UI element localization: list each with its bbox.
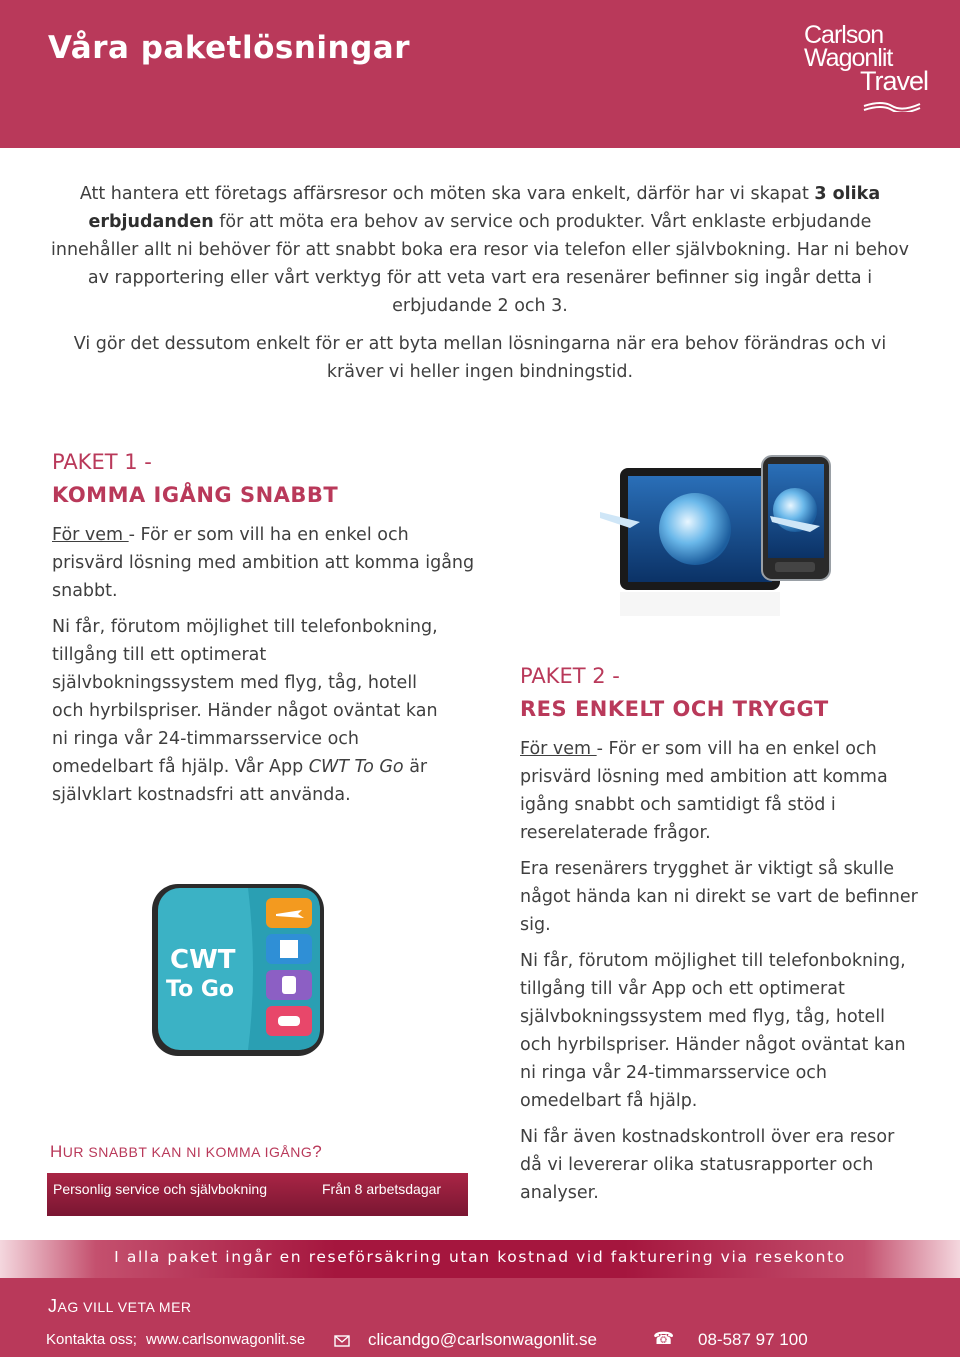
paket2-safety-text: Era resenärers trygghet är viktigt så skulle något hända kan ni direkt se vart de befinner sig. [520, 859, 918, 935]
paket1-description [52, 613, 452, 809]
insurance-text: I alla paket ingår en reseförsäkring utan kostnad vid fakturering via resekonto [114, 1248, 846, 1266]
cwt-logo [804, 21, 934, 96]
car-icon [278, 1016, 300, 1026]
how-fast-bar [47, 1173, 468, 1216]
paket1-desc-a: Ni får, förutom möjlighet till telefonbokning, tillgång till ett optimerat självbokningssystem med flyg, tåg, hotell och hyrbilspriser. Händer något oväntat kan ni ringa vår 24-timmarsservice och omedelbart få hjälp. Vår App [52, 617, 438, 777]
email-link[interactable]: clicandgo@carlsonwagonlit.se [368, 1330, 597, 1349]
phone-number[interactable]: 08-587 97 100 [698, 1330, 808, 1349]
logo-line-wagonlit: Wagonlit [804, 44, 893, 72]
how-fast-service: Personlig service och självbokning [53, 1181, 267, 1197]
intro-bold-offers: 3 olika erbjudanden [88, 184, 881, 232]
contact-label: Kontakta oss; [46, 1331, 137, 1348]
header-banner [0, 0, 960, 148]
footer [0, 1278, 960, 1357]
intro-text [48, 180, 912, 396]
footer-title [48, 1296, 192, 1317]
how-fast-cap: H [50, 1142, 63, 1161]
paket2-cost-control: Ni får även kostnadskontroll över era resor då vi levererar olika statusrapporter och analyser. [520, 1127, 895, 1203]
train-icon [282, 976, 296, 994]
paket1-desc-b: är självklart kostnadsfri att använda. [52, 757, 428, 805]
envelope-icon [334, 1335, 350, 1347]
page-title: Våra paketlösningar [48, 30, 410, 66]
how-fast-time: Från 8 arbetsdagar [322, 1181, 442, 1197]
devices-globe-illustration [600, 452, 850, 622]
logo-swoosh-icon [862, 98, 922, 112]
paket1-for-text: - För er som vill ha en enkel och prisvärd lösning med ambition att komma igång snabbt. [52, 525, 475, 601]
paket1-heading [52, 446, 338, 512]
intro-paragraph-2: Vi gör det dessutom enkelt för er att byta mellan lösningarna när era behov förändras och vi kräver vi heller ingen bindningstid. [73, 334, 887, 382]
insurance-band [0, 1240, 960, 1278]
logo-line-carlson: Carlson [804, 21, 884, 49]
paket1-for-who [52, 521, 482, 605]
paket1-app-name: CWT To Go [308, 757, 404, 777]
paket2-for-who [520, 735, 920, 847]
intro-text-b: för att möta era behov av service och produkter. Vårt enklaste erbjudande innehåller allt ni behöver för att snabbt boka era resor via telefon eller självbokning. Har ni behov av rapportering eller vårt verktyg för att veta vart era resenärer befinner sig ingår detta i erbjudande 2 och 3. [51, 212, 909, 316]
paket1-name: KOMMA IGÅNG SNABBT [52, 483, 339, 507]
footer-title-cap: J [48, 1296, 58, 1316]
paket2-heading [520, 660, 829, 726]
paket2-for-label: För vem [520, 739, 597, 759]
paket1-for-label: För vem [52, 525, 129, 545]
paket2-body [520, 735, 920, 1215]
paket2-description: Ni får, förutom möjlighet till telefonbokning, tillgång till vår App och ett optimerat självbokningssystem med flyg, tåg, hotell och hyrbilspriser. Händer något oväntat kan ni ringa vår 24-timmarsservice och omedelbart få hjälp. [520, 951, 906, 1111]
paket2-label: PAKET 2 - [520, 664, 620, 688]
intro-paragraph-1 [48, 180, 912, 320]
paket1-body [52, 521, 482, 817]
intro-text-a: Att hantera ett företags affärsresor och möten ska vara enkelt, därför har vi skapat [79, 184, 815, 204]
app-icon-line2: To Go [166, 977, 235, 1002]
app-icon-line1: CWT [170, 945, 236, 975]
paket2-for-text: - För er som vill ha en enkel och prisvärd lösning med ambition att komma igång snabbt och samtidigt få stöd i reserelaterade frågor. [520, 739, 888, 843]
phone-icon: ☎ [653, 1329, 675, 1348]
logo-line-travel: Travel [860, 66, 929, 96]
how-fast-heading [50, 1142, 322, 1162]
how-fast-q: ? [312, 1142, 323, 1161]
paket2-name: RES ENKELT OCH TRYGGT [520, 697, 829, 721]
website-link[interactable]: www.carlsonwagonlit.se [146, 1331, 306, 1348]
hotel-icon [280, 940, 298, 958]
how-fast-rest: UR SNABBT KAN NI KOMMA IGÅNG [62, 1144, 313, 1160]
cwt-to-go-app-icon [148, 880, 328, 1060]
footer-title-rest: AG VILL VETA MER [57, 1299, 192, 1315]
paket1-label: PAKET 1 - [52, 450, 152, 474]
